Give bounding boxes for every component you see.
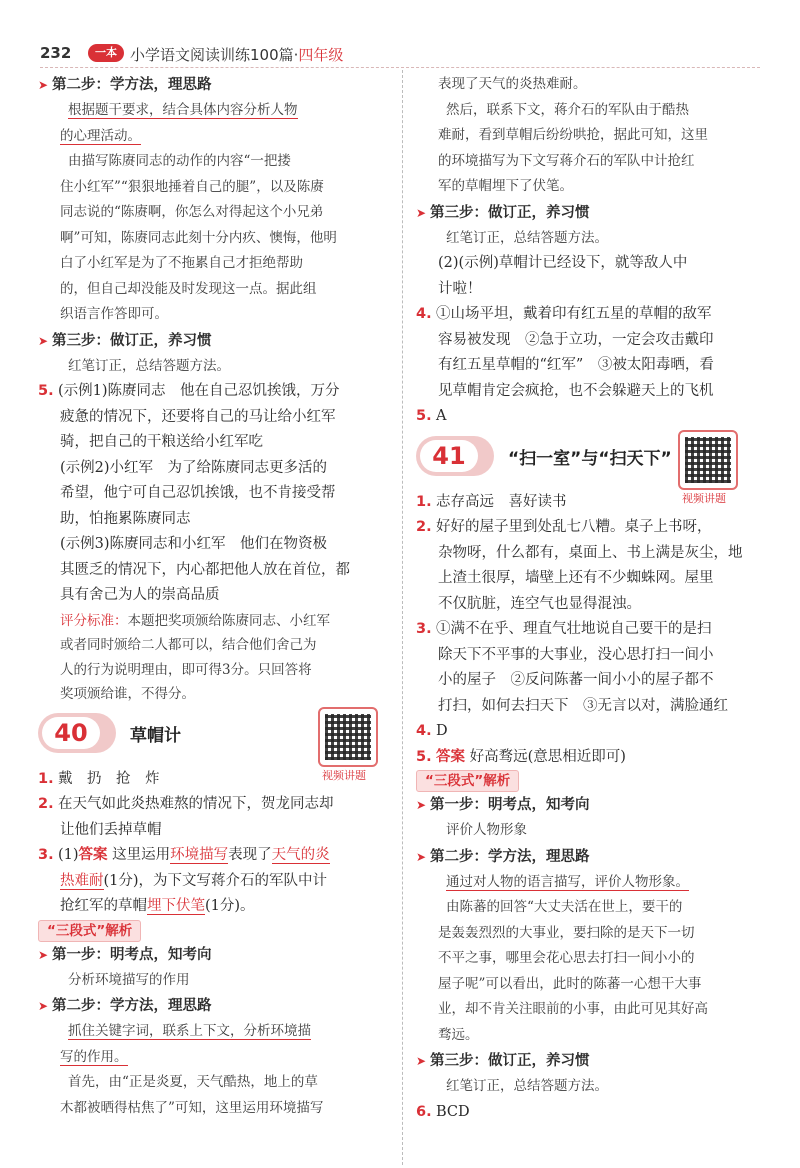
step-label: 第二步：学方法，理思路 [430, 848, 590, 865]
criteria-line: 奖项颁给谁，不得分。 [60, 686, 195, 702]
q1-text: 戴 扔 抢 炸 [58, 770, 160, 787]
question-number: 1. [38, 770, 54, 787]
continued-line: 表现了天气的炎热难耐。 [438, 76, 587, 92]
analysis-line: 织语言作答即可。 [60, 306, 168, 322]
analysis-line: 的，但自己却没能及时发现这一点。据此组 [60, 280, 317, 297]
r3-text: ①满不在乎、理直气壮地说自己要干的是扫 [436, 621, 712, 637]
q4-text: ①山场平坦，戴着印有红五星的草帽的敌军 [436, 306, 712, 322]
q4-line [416, 302, 776, 328]
q3-prefix: (1) [58, 847, 79, 863]
question-number: 4. [416, 723, 432, 739]
q3-keyword: 埋下伏笔 [147, 898, 205, 914]
question-number: 1. [416, 493, 432, 510]
r3-line: 小的屋子 ②反问陈蕃一间小小的屋子都不 [438, 672, 714, 688]
step-label: 第一步：明考点，知考向 [430, 797, 590, 813]
analysis-line: 不平之事，哪里会花心思去打扫一间小小的 [438, 950, 695, 966]
page-number: 232 [40, 44, 72, 62]
r4-line [416, 719, 776, 745]
question-number: 5. [416, 408, 432, 424]
q5-line: (示例2)小红军 为了给陈赓同志更多活的 [60, 459, 328, 476]
step-arrow-icon: ➤ [38, 333, 49, 348]
header-rule [40, 67, 760, 68]
q5-line: 疲惫的情况下，还要将自己的马让给小红军 [60, 408, 336, 425]
answer-label: 答案 [78, 847, 108, 863]
q4-line: 见草帽肯定会疯抢，也不会躲避天上的飞机 [438, 382, 714, 399]
then-line: 军的草帽埋下了伏笔。 [438, 178, 573, 194]
step-label: 第二步：学方法，理思路 [52, 998, 212, 1014]
step-arrow-icon: ➤ [416, 1054, 427, 1068]
q3-line [38, 869, 398, 895]
step-arrow-icon: ➤ [416, 849, 427, 864]
step-arrow-icon: ➤ [38, 947, 49, 962]
analysis-line: 业，却不肯关注眼前的小事，由此可见其好高 [438, 1001, 708, 1017]
q5-line: (示例3)陈赓同志和小红军 他们在物资极 [60, 536, 328, 552]
question-number: 3. [38, 847, 54, 863]
column-divider [402, 70, 403, 1165]
then-line: 难耐，看到草帽后纷纷哄抢，据此可知，这里 [438, 127, 708, 143]
r3-line [416, 617, 776, 643]
q3-2-line: (2)(示例)草帽计已经设下，就等敌人中 [438, 255, 688, 271]
analysis-line: 骛远。 [438, 1026, 479, 1043]
criteria-line: 人的行为说明理由，即可得3分。只回答将 [60, 661, 312, 678]
q5-text: (示例1)陈赓同志 他在自己忍饥挨饿，万分 [58, 383, 340, 399]
section-title: 草帽计 [130, 725, 181, 746]
r2-text: 好好的屋子里到处乱七八糟。桌子上书呀， [436, 519, 712, 535]
step2b-line [38, 1045, 398, 1071]
r6-text: BCD [436, 1103, 470, 1120]
step2-text: 根据题干要求，结合具体内容分析人物 [68, 102, 298, 118]
step2b-text: 写的作用。 [60, 1048, 128, 1065]
step3-text: 红笔订正，总结答题方法。 [446, 229, 608, 246]
r4-text: D [436, 723, 448, 739]
section-number: 41 [420, 440, 478, 472]
step3b-heading [416, 1048, 776, 1074]
section-badge [416, 436, 494, 476]
step-label: 第一步：明考点，知考向 [52, 946, 212, 963]
step1-heading [416, 792, 776, 818]
analysis-tag: “三段式”解析 [38, 920, 141, 942]
r2-line: 杂物呀，什么都有，桌面上、书上满是灰尘，地 [438, 544, 743, 561]
qr-pattern [325, 714, 371, 760]
qr-caption: 视频讲题 [682, 491, 726, 505]
step-arrow-icon: ➤ [38, 78, 49, 92]
r5-text: 好高骛远(意思相近即可) [465, 748, 626, 765]
analysis-line: 是轰轰烈烈的大事业，要扫除的是天下一切 [438, 924, 695, 941]
step-label: 第三步：做订正，养习惯 [52, 332, 212, 349]
q3-text: 表现了 [228, 847, 272, 863]
question-number: 4. [416, 306, 432, 322]
question-number: 3. [416, 621, 432, 637]
q5-line: 希望，他宁可自己忍饥挨饿，也不肯接受帮 [60, 485, 336, 501]
tail-line: 首先，由“正是炎夏，天气酷热，地上的草 [68, 1074, 318, 1090]
r3-line: 打扫，如何去扫天下 ③无言以对，满脸通红 [438, 697, 728, 714]
q3-text: (1分)，为下文写蒋介石的军队中计 [103, 872, 328, 889]
q2-line: 让他们丢掉草帽 [60, 821, 162, 838]
qr-code-icon[interactable] [678, 430, 738, 490]
r2-line: 不仅肮脏，连空气也显得混浊。 [438, 595, 641, 612]
analysis-tag: “三段式”解析 [416, 770, 519, 792]
q5-text: A [436, 408, 447, 424]
r2-line: 上渣土很厚，墙壁上还有不少蜘蛛网。屋里 [438, 570, 714, 586]
question-number: 6. [416, 1103, 432, 1120]
q3-2-line: 计啦！ [438, 280, 482, 297]
step2b-text: 抓住关键字词，联系上下文，分析环境描 [68, 1023, 311, 1039]
r6-line [416, 1100, 776, 1126]
q2-text: 在天气如此炎热难熬的情况下，贺龙同志却 [58, 796, 334, 812]
analysis-line: 白了小红军是为了不拖累自己才拒绝帮助 [60, 255, 303, 271]
brand-logo: 一本 [88, 44, 124, 62]
step3-text: 红笔订正，总结答题方法。 [68, 357, 230, 374]
q5-line: 骑，把自己的干粮送给小红军吃 [60, 434, 263, 450]
analysis-line: 由描写陈赓同志的动作的内容“一把搂 [68, 153, 291, 169]
analysis-line: 屋子呢”可以看出，此时的陈蕃一心想干大事 [438, 975, 702, 992]
q5-line [38, 379, 398, 405]
step2b-heading [38, 993, 398, 1019]
left-column [38, 72, 398, 1121]
tail-line: 木都被晒得枯焦了”可知，这里运用环境描写 [60, 1099, 324, 1116]
q4-line: 有红五星草帽的“红军” ③被太阳毒晒，看 [438, 357, 714, 373]
q4-line: 容易被发现 ②急于立功，一定会攻击戴印 [438, 331, 714, 348]
step2-line [38, 98, 398, 124]
q3-line [38, 894, 398, 920]
question-number: 2. [416, 519, 432, 535]
book-title [130, 44, 343, 65]
step-arrow-icon: ➤ [416, 798, 427, 812]
criteria-label: 评分标准： [60, 612, 128, 629]
answer-label: 答案 [436, 748, 465, 765]
question-number: 5. [38, 383, 54, 399]
step2-line [38, 124, 398, 150]
step-label: 第三步：做订正，养习惯 [430, 204, 590, 221]
step-arrow-icon: ➤ [416, 205, 427, 220]
criteria-line [38, 609, 398, 634]
step3b-text: 红笔订正，总结答题方法。 [446, 1078, 608, 1094]
q3-text: (1分)。 [205, 898, 255, 914]
right-column [416, 72, 776, 1125]
q3-keyword: 环境描写 [170, 847, 229, 863]
step3-heading [416, 200, 776, 226]
step1-text: 评价人物形象 [446, 822, 527, 838]
step-arrow-icon: ➤ [38, 999, 49, 1013]
q5-line [416, 404, 776, 430]
step2-heading [416, 844, 776, 870]
step3-heading [38, 328, 398, 354]
r5-line [416, 745, 776, 771]
analysis-line: 住小红军”“狠狠地捶着自己的腿”，以及陈赓 [60, 178, 324, 195]
section-badge [38, 713, 116, 753]
qr-pattern [685, 437, 731, 483]
q2-line [38, 792, 398, 818]
step2b-line [38, 1019, 398, 1045]
step2-line [416, 870, 776, 896]
q3-keyword: 热难耐 [60, 872, 104, 889]
then-line: 的环境描写为下文写蒋介石的军队中计抢红 [438, 152, 695, 169]
step2-text: 通过对人物的语言描写，评价人物形象。 [446, 873, 689, 890]
step1-heading [38, 942, 398, 968]
r2-line [416, 515, 776, 541]
q3-text: 抢红军的草帽 [60, 898, 147, 914]
step-label: 第二步：学方法，理思路 [52, 77, 212, 93]
step2-heading [38, 72, 398, 98]
q3-line [38, 843, 398, 869]
r3-line: 除天下不平事的大事业，没心思打扫一间小 [438, 646, 714, 663]
analysis-line: 由陈蕃的回答“大丈夫活在世上，要干的 [446, 899, 683, 915]
analysis-line: 同志说的“陈赓啊，你怎么对得起这个小兄弟 [60, 204, 324, 220]
step1-text: 分析环境描写的作用 [68, 971, 190, 988]
qr-code-icon[interactable] [318, 707, 378, 767]
criteria-line: 或者同时颁给二人都可以，结合他们舍己为 [60, 637, 317, 653]
q5-line: 具有舍己为人的崇高品质 [60, 587, 220, 603]
q3-text: 这里运用 [107, 847, 171, 863]
q5-line: 其匮乏的情况下，内心都把他人放在首位，都 [60, 561, 350, 578]
book-title-text: 小学语文阅读训练100篇· [130, 46, 299, 64]
question-number: 5. [416, 748, 432, 765]
section-number: 40 [42, 717, 100, 749]
analysis-line: 啊”可知，陈赓同志此刻十分内疚、懊悔，他明 [60, 229, 337, 246]
q3-keyword: 天气的炎 [271, 847, 330, 863]
step-label: 第三步：做订正，养习惯 [430, 1053, 590, 1069]
criteria-text: 本题把奖项颁给陈赓同志、小红军 [127, 612, 330, 629]
then-line: 然后，联系下文，蒋介石的军队由于酷热 [446, 101, 689, 118]
grade-label: 四年级 [298, 46, 344, 64]
step2-text: 的心理活动。 [60, 127, 141, 144]
question-number: 2. [38, 796, 54, 812]
section-title: “扫一室”与“扫天下” [508, 448, 672, 469]
r1-text: 志存高远 喜好读书 [436, 493, 567, 510]
qr-caption: 视频讲题 [322, 768, 366, 782]
q5-line: 助，怕拖累陈赓同志 [60, 510, 191, 527]
